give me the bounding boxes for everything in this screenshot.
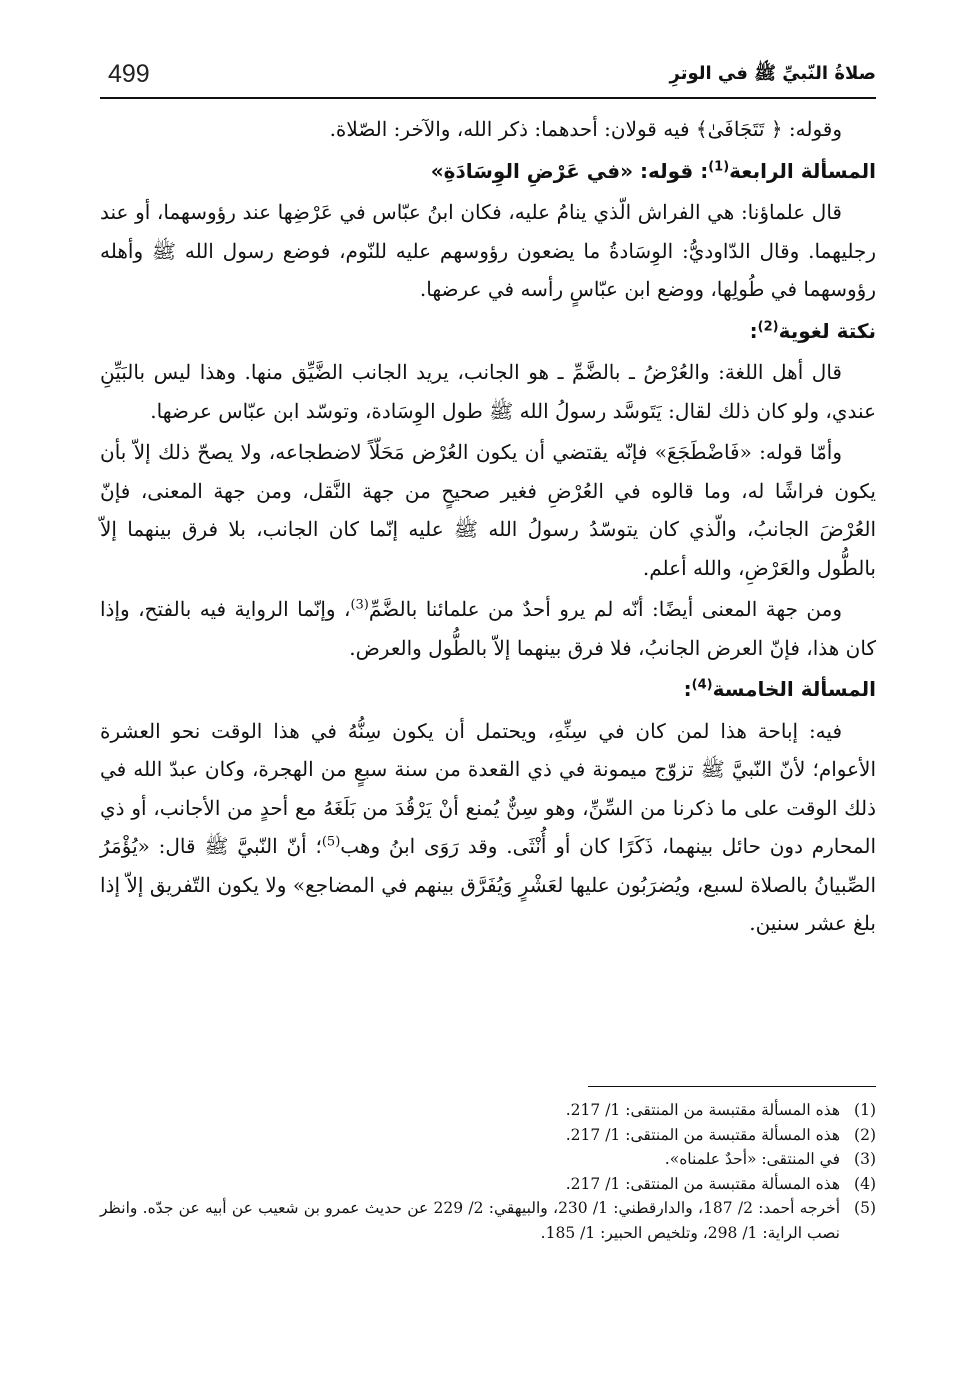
footnote-ref: (4): [691, 677, 713, 693]
footnote-text: هذه المسألة مقتبسة من المنتقى: 1/ 217.: [565, 1174, 840, 1193]
running-title: صلاةُ النّبيِّ ﷺ في الوترِ: [669, 63, 876, 84]
footnote-number: (4): [854, 1174, 876, 1193]
page-header: [100, 52, 876, 98]
heading-text: المسألة الخامسة: [712, 677, 876, 701]
footnote-ref: (1): [708, 158, 730, 174]
footnote: [100, 1123, 876, 1148]
footnote-number: (2): [854, 1125, 876, 1144]
footnote-rule: [588, 1086, 876, 1087]
section-heading: [100, 670, 876, 709]
paragraph-text-continued: ؛ أنّ النّبيَّ ﷺ قال: «يُؤْمَرُ الصِّبيانُ بالصلاة لسبع، ويُضرَبُون عليها لعَشْرٍ وَيُفَرَّق بينهم في المضاجع» ولا يكون التّفريق إلاّ إذا بلغ عشر سنين.: [100, 834, 876, 935]
paragraph-text: قال أهل اللغة: والعُرْضُ ـ بالضَّمِّ ـ هو الجانب، يريد الجانب الضَّيِّق منها. وهذا ليس بالبَيِّنِ عندي، ولو كان ذلك لقال: يَتَوسَّد رسولُ الله ﷺ طول الوِسَادة، وتوسّد ابن عبّاس عرضها.: [100, 360, 876, 423]
paragraph-text-continued: :: [683, 677, 692, 701]
footnote: [100, 1098, 876, 1123]
section-heading: [100, 312, 876, 351]
footnote-number: (3): [854, 1150, 876, 1168]
section-heading: [100, 152, 876, 191]
paragraph: [100, 353, 876, 430]
paragraph-text: ومن جهة المعنى أيضًا: أنّه لم يرو أحدٌ من علمائنا بالضَّمِّ: [368, 597, 842, 621]
footnote-text: هذه المسألة مقتبسة من المنتقى: 1/ 217.: [565, 1125, 840, 1144]
main-text: [100, 110, 876, 946]
paragraph-text: وقوله: ﴿ تَتَجَافَىٰ﴾ فيه قولان: أحدهما: ذكر الله، والآخر: الصّلاة.: [329, 117, 842, 141]
paragraph-text: قال علماؤنا: هي الفراش الّذي ينامُ عليه، فكان ابنُ عبّاس في عَرْضِها عند رؤوسهما، أو عند رجليهما. وقال الدّاوديُّ: الوِسَادةُ ما يضعون رؤوسهم عليه للنّوم، فوضع رسول الله ﷺ وأهله رؤوسهما في طُولِها، ووضع ابن عبّاسٍ رأسه في عرضها.: [100, 200, 876, 301]
paragraph-text-continued: ، وإنّما الرواية فيه بالفتح، وإذا كان هذا، فإنّ العرض الجانبُ، فلا فرق بينهما إلاّ بالطُّول والعرض.: [100, 597, 876, 660]
heading-text: المسألة الرابعة: [729, 158, 876, 183]
footnote-ref: (5): [321, 834, 341, 850]
paragraph: [100, 110, 876, 149]
header-rule: [100, 97, 876, 99]
paragraph: [100, 433, 876, 587]
footnote-text: أخرجه أحمد: 2/ 187، والدارقطني: 1/ 230، والبيهقي: 2/ 229 عن حديث عمرو بن شعيب عن أبيه عن جدّه. وانظر نصب الراية: 1/ 298، وتلخيص الحبير: 1/ 185.: [100, 1199, 841, 1242]
footnote: [100, 1147, 876, 1172]
paragraph-text-continued: :: [749, 318, 758, 343]
footnote-text: في المنتقى: «أحدٌ علمناه».: [664, 1150, 840, 1168]
paragraph: [100, 193, 876, 309]
footnote-number: (5): [854, 1199, 876, 1217]
paragraph: [100, 590, 876, 667]
page-number: 499: [108, 60, 150, 88]
footnotes: [100, 1098, 876, 1245]
paragraph-text: وأمّا قوله: «فَاضْطَجَعَ» فإنّه يقتضي أن يكون العُرْض مَحَلّاً لاضطجاعه، ولا يصحّ ذلك إلاّ بأن يكون فراشًا له، وما قالوه في العُرْضِ فغير صحيحٍ من جهة النَّقل، ومن جهة المعنى، فإنّ العُرْضَ الجانبُ، والّذي كان يتوسّدُ رسولُ الله ﷺ عليه إنّما كان الجانب، بلا فرق بينهما إلاّ بالطُّول والعَرْضِ، والله أعلم.: [100, 440, 876, 580]
footnote-number: (1): [854, 1101, 876, 1119]
footnote-ref: (2): [757, 318, 779, 334]
footnote: [100, 1172, 876, 1197]
paragraph-text-continued: : قوله: «في عَرْضِ الوِسَادَةِ»: [430, 158, 709, 183]
footnote: [100, 1196, 876, 1245]
footnote-text: هذه المسألة مقتبسة من المنتقى: 1/ 217.: [565, 1101, 840, 1119]
paragraph: [100, 712, 876, 943]
paragraph-text: فيه: إباحة هذا لمن كان في سِنِّهِ، ويحتمل أن يكون سِنُّهُ في هذا الوقت نحو العشرة الأعوام؛ لأنّ النّبيَّ ﷺ تزوّج ميمونة في ذي القعدة من سنة سبعٍ من الهجرة، وكان عبدّ الله في ذلك الوقت على ما ذكرنا من السِّنِّ، وهو سِنٌّ يُمنع أنْ يَرْقُدَ من بَلَغَهُ مع أحدٍ من الأجانب، أو ذي المحارم دون حائل بينهما، ذَكَرًا كان أو أُنْثَى. وقد رَوَى ابنُ وهب: [100, 718, 876, 858]
heading-text: نكتة لغوية: [778, 318, 876, 343]
footnote-ref: (3): [350, 597, 369, 613]
